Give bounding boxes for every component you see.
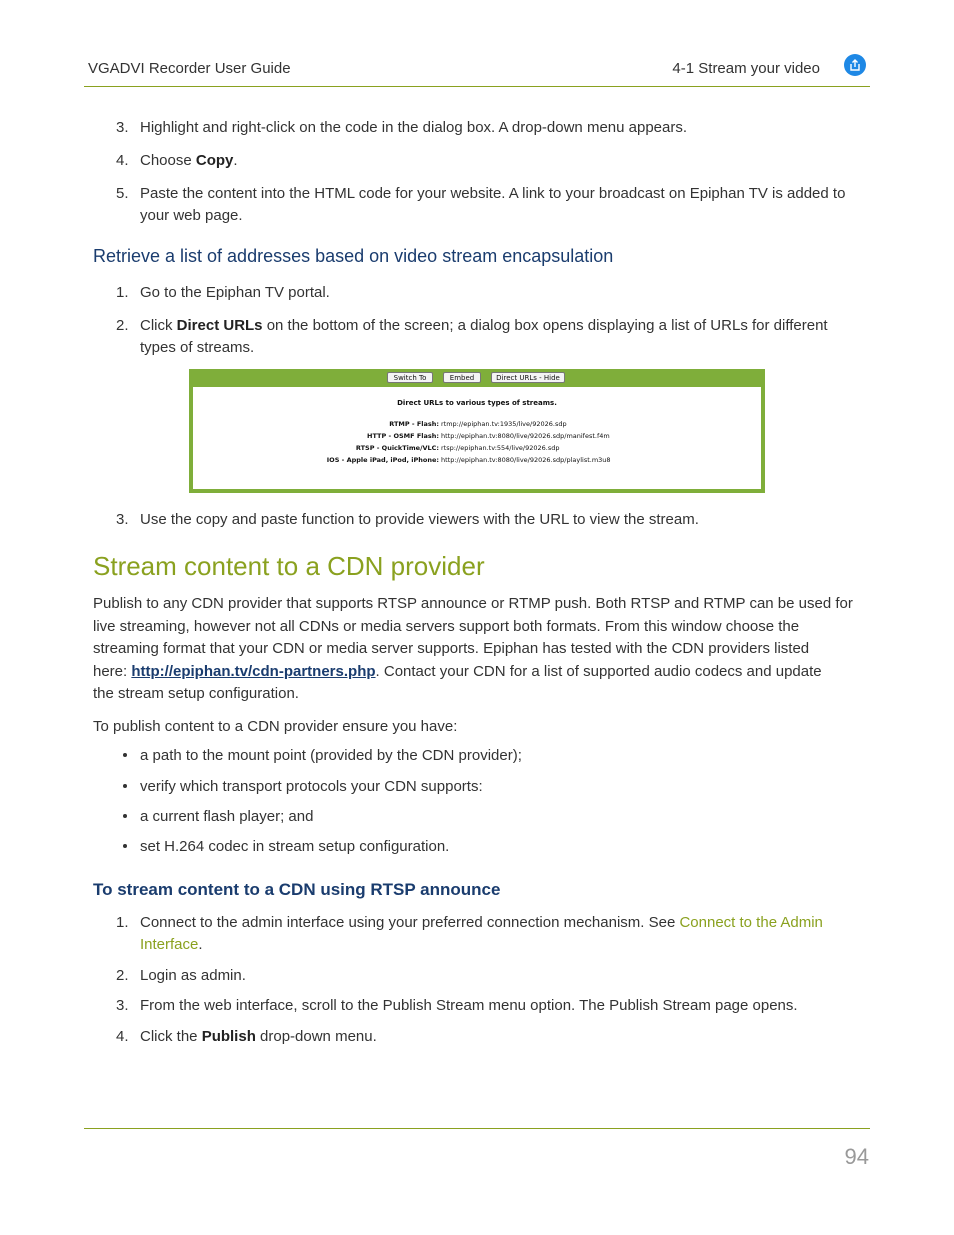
bullet-icon: [123, 844, 127, 848]
publish-label: Publish: [201, 1028, 256, 1045]
share-icon[interactable]: [844, 54, 866, 76]
section-title: 4-1 Stream your video: [672, 60, 820, 77]
rtsp-heading: To stream content to a CDN using RTSP announce: [93, 880, 501, 899]
admin-interface-link[interactable]: Connect to the Admin Interface: [140, 914, 823, 953]
document-title: VGADVI Recorder User Guide: [88, 60, 291, 77]
direct-urls-screenshot: [189, 369, 765, 493]
cdn-paragraph-1: Publish to any CDN provider that supports RTSP announce or RTMP push. Both RTSP and RTMP can be used for live streaming, however not all CDNs or media servers support both formats. From this window choose the streaming format that your CDN or media server supports. Epiphan has tested with the CDN providers listed here: http://epiphan.tv/cdn-partners.php. Contact your CDN for a list of supported audio codecs and update the stream setup configuration.: [93, 595, 853, 702]
bullet-icon: [123, 814, 127, 818]
cdn-paragraph-2: To publish content to a CDN provider ensure you have:: [93, 718, 458, 735]
urls-panel-title: Direct URLs to various types of streams.: [397, 399, 557, 407]
page-number: 94: [844, 1144, 869, 1169]
direct-urls-label: Direct URLs: [176, 317, 263, 334]
bullet-icon: [123, 753, 127, 757]
retrieve-heading: Retrieve a list of addresses based on video stream encapsulation: [93, 246, 614, 266]
urls-panel: Direct URLs to various types of streams. RTMP - Flash: rtmp://epiphan.tv:1935/live/92026.sdp HTTP - OSMF Flash: http://epiphan.tv:8080/live/92026.sdp/manifest.f4m RTSP - QuickTime/VLC: rtsp://epiphan.tv:554/live/92026.sdp IOS - Apple iPad, iPod, iPhone: http://epiphan.tv:8080/live/92026.sdp/playlist.m3u8: [193, 387, 761, 489]
copy-label: Copy: [195, 152, 234, 169]
cdn-partners-link[interactable]: http://epiphan.tv/cdn-partners.php: [131, 662, 376, 680]
cdn-heading: Stream content to a CDN provider: [93, 551, 485, 581]
switch-to-button: Switch To: [387, 372, 433, 383]
embed-button: Embed: [443, 372, 481, 383]
bullet-icon: [123, 784, 127, 788]
direct-urls-hide-button: Direct URLs - Hide: [491, 372, 565, 383]
page-header: [84, 50, 870, 87]
footer-divider: [84, 1128, 870, 1129]
